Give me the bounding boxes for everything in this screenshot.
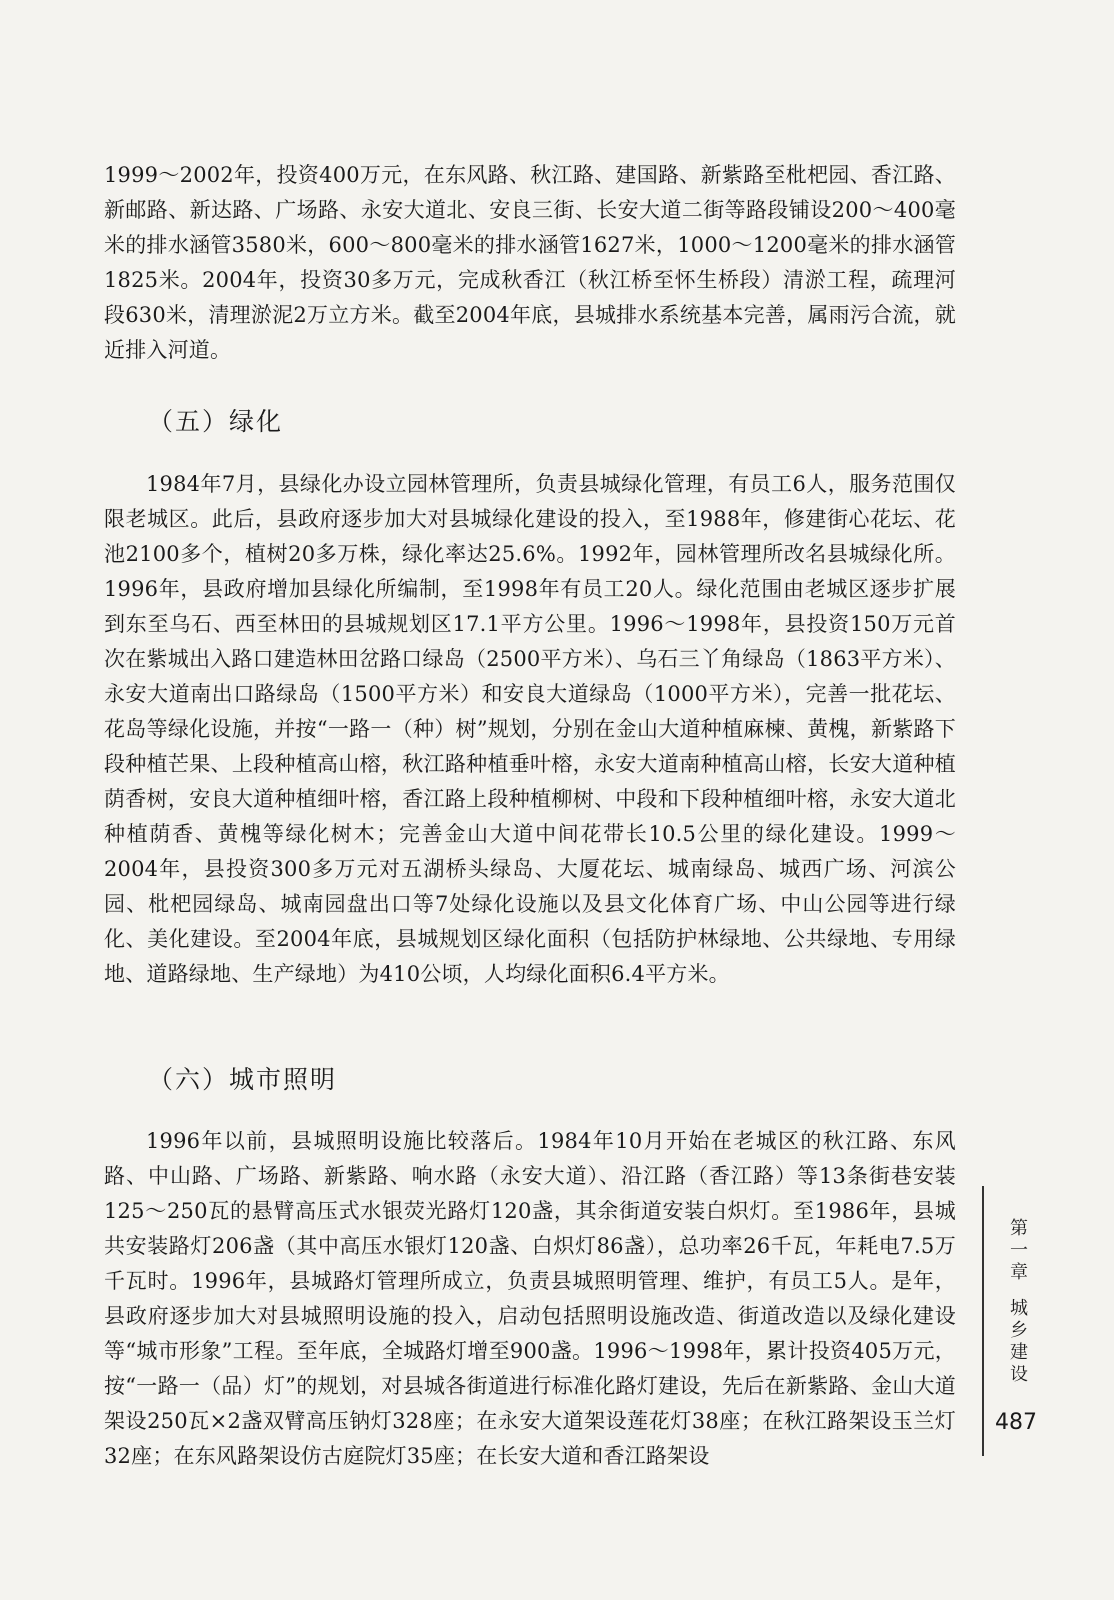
section-heading-greening: （五）绿化 bbox=[148, 407, 284, 436]
section-heading-lighting: （六）城市照明 bbox=[148, 1065, 338, 1094]
paragraph-text: 1984年7月，县绿化办设立园林管理所，负责县城绿化管理，有员工6人，服务范围仅限老城区。此后，县政府逐步加大对县城绿化建设的投入，至1988年，修建街心花坛、花池2100多个，植树20多万株，绿化率达25.6%。1992年，园林管理所改名县城绿化所。1996年，县政府增加县绿化所编制，至1998年有员工20人。绿化范围由老城区逐步扩展到东至乌石、西至林田的县城规划区17.1平方公里。1996～1998年，县投资150万元首次在紫城出入路口建造林田岔路口绿岛（2500平方米）、乌石三丫角绿岛（1863平方米）、永安大道南出口路绿岛（1500平方米）和安良大道绿岛（1000平方米），完善一批花坛、花岛等绿化设施，并按“一路一（种）树”规划，分别在金山大道种植麻楝、黄槐，新紫路下段种植芒果、上段种植高山榕，秋江路种植垂叶榕，永安大道南种植高山榕，长安大道种植荫香树，安良大道种植细叶榕，香江路上段种植柳树、中段和下段种植细叶榕，永安大道北种植荫香、黄槐等绿化树木；完善金山大道中间花带长10.5公里的绿化建设。1999～2004年，县投资300多万元对五湖桥头绿岛、大厦花坛、城南绿岛、城西广场、河滨公园、枇杷园绿岛、城南园盘出口等7处绿化设施以及县文化体育广场、中山公园等进行绿化、美化建设。至2004年底，县城规划区绿化面积（包括防护林绿地、公共绿地、专用绿地、道路绿地、生产绿地）为410公顷，人均绿化面积6.4平方米。 bbox=[104, 472, 956, 986]
chapter-label bbox=[1000, 1218, 1030, 1386]
page-number: 487 bbox=[995, 1410, 1037, 1435]
chapter-number: 第一章 bbox=[1007, 1218, 1028, 1284]
lighting-paragraph bbox=[104, 1124, 956, 1474]
greening-paragraph bbox=[104, 467, 956, 992]
margin-divider-line bbox=[982, 1186, 984, 1456]
paragraph-text: 1996年以前，县城照明设施比较落后。1984年10月开始在老城区的秋江路、东风路、中山路、广场路、新紫路、响水路（永安大道）、沿江路（香江路）等13条街巷安装125～250瓦的悬臂高压式水银荧光路灯120盏，其余街道安装白炽灯。至1986年，县城共安装路灯206盏（其中高压水银灯120盏、白炽灯86盏），总功率26千瓦，年耗电7.5万千瓦时。1996年，县城路灯管理所成立，负责县城照明管理、维护，有员工5人。是年，县政府逐步加大对县城照明设施的投入，启动包括照明设施改造、街道改造以及绿化建设等“城市形象”工程。至年底，全城路灯增至900盏。1996～1998年，累计投资405万元，按“一路一（品）灯”的规划，对县城各街道进行标准化路灯建设，先后在新紫路、金山大道架设250瓦×2盏双臂高压钠灯328座；在永安大道架设莲花灯38座；在秋江路架设玉兰灯32座；在东风路架设仿古庭院灯35座；在长安大道和香江路架设 bbox=[104, 1129, 956, 1468]
drainage-paragraph bbox=[104, 158, 956, 368]
paragraph-text: 1999～2002年，投资400万元，在东风路、秋江路、建国路、新紫路至枇杷园、香江路、新邮路、新达路、广场路、永安大道北、安良三街、长安大道二街等路段铺设200～400毫米的排水涵管3580米，600～800毫米的排水涵管1627米，1000～1200毫米的排水涵管1825米。2004年，投资30多万元，完成秋香江（秋江桥至怀生桥段）清淤工程，疏理河段630米，清理淤泥2万立方米。截至2004年底，县城排水系统基本完善，属雨污合流，就近排入河道。 bbox=[104, 163, 956, 362]
chapter-title: 城乡建设 bbox=[1007, 1298, 1028, 1386]
